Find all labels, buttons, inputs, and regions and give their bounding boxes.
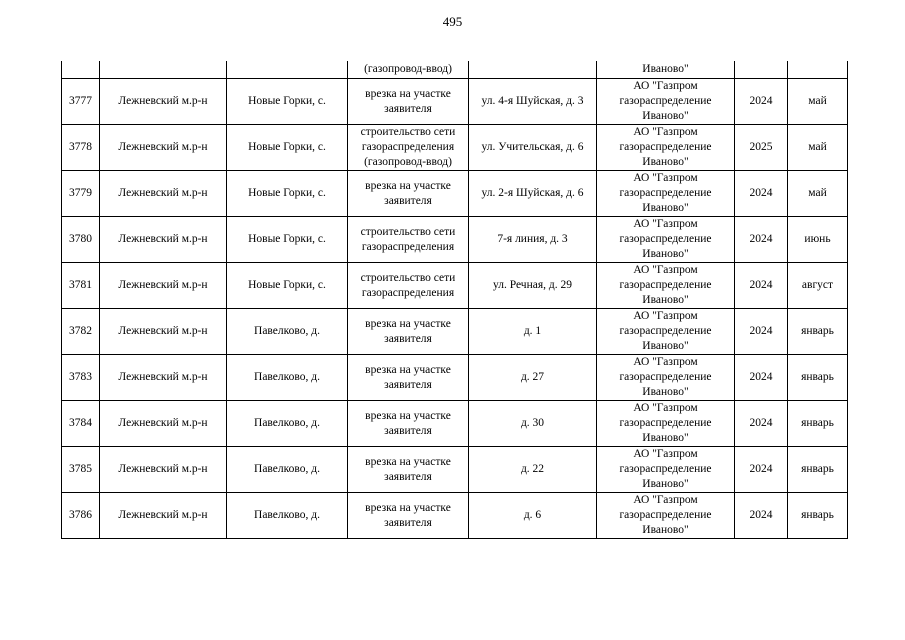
cell-month: май bbox=[788, 125, 848, 171]
cell-district: Лежневский м.р-н bbox=[100, 79, 227, 125]
cell-month: август bbox=[788, 263, 848, 309]
cell-year: 2024 bbox=[735, 217, 788, 263]
cell-num: 3783 bbox=[62, 355, 100, 401]
cell-work-type: врезка на участке заявителя bbox=[348, 309, 469, 355]
cell-work-type: врезка на участке заявителя bbox=[348, 79, 469, 125]
cell-district: Лежневский м.р-н bbox=[100, 355, 227, 401]
cell-settlement: Павелково, д. bbox=[227, 401, 348, 447]
cell-organization: Иваново" bbox=[597, 61, 735, 79]
page-number: 495 bbox=[442, 14, 463, 29]
cell-month: май bbox=[788, 171, 848, 217]
cell-month: январь bbox=[788, 447, 848, 493]
table-row bbox=[62, 493, 848, 539]
cell-settlement: Павелково, д. bbox=[227, 493, 348, 539]
cell-organization: АО "Газпром газораспределение Иваново" bbox=[597, 355, 735, 401]
cell-work-type: строительство сети газораспределения bbox=[348, 263, 469, 309]
cell-work-type: врезка на участке заявителя bbox=[348, 171, 469, 217]
cell-settlement: Павелково, д. bbox=[227, 355, 348, 401]
cell-address: д. 30 bbox=[469, 401, 597, 447]
cell-address: д. 6 bbox=[469, 493, 597, 539]
cell-organization: АО "Газпром газораспределение Иваново" bbox=[597, 309, 735, 355]
cell-work-type: врезка на участке заявителя bbox=[348, 355, 469, 401]
cell-organization: АО "Газпром газораспределение Иваново" bbox=[597, 401, 735, 447]
cell-month bbox=[788, 61, 848, 79]
cell-settlement: Новые Горки, с. bbox=[227, 125, 348, 171]
cell-num: 3786 bbox=[62, 493, 100, 539]
cell-address: ул. Речная, д. 29 bbox=[469, 263, 597, 309]
gasification-table bbox=[61, 61, 848, 539]
cell-address: д. 27 bbox=[469, 355, 597, 401]
cell-address: д. 22 bbox=[469, 447, 597, 493]
cell-address: ул. 2-я Шуйская, д. 6 bbox=[469, 171, 597, 217]
cell-num: 3777 bbox=[62, 79, 100, 125]
table-row bbox=[62, 79, 848, 125]
cell-work-type: строительство сети газораспределения (газопровод-ввод) bbox=[348, 125, 469, 171]
cell-organization: АО "Газпром газораспределение Иваново" bbox=[597, 493, 735, 539]
cell-year: 2024 bbox=[735, 447, 788, 493]
cell-settlement: Новые Горки, с. bbox=[227, 171, 348, 217]
cell-month: июнь bbox=[788, 217, 848, 263]
cell-district: Лежневский м.р-н bbox=[100, 263, 227, 309]
cell-num: 3781 bbox=[62, 263, 100, 309]
cell-work-type: врезка на участке заявителя bbox=[348, 447, 469, 493]
cell-address: ул. 4-я Шуйская, д. 3 bbox=[469, 79, 597, 125]
table-row bbox=[62, 447, 848, 493]
cell-num: 3779 bbox=[62, 171, 100, 217]
cell-organization: АО "Газпром газораспределение Иваново" bbox=[597, 217, 735, 263]
cell-settlement: Новые Горки, с. bbox=[227, 217, 348, 263]
cell-organization: АО "Газпром газораспределение Иваново" bbox=[597, 79, 735, 125]
cell-year: 2024 bbox=[735, 263, 788, 309]
cell-month: январь bbox=[788, 309, 848, 355]
table-row bbox=[62, 125, 848, 171]
cell-year: 2024 bbox=[735, 171, 788, 217]
cell-num: 3785 bbox=[62, 447, 100, 493]
cell-year: 2024 bbox=[735, 79, 788, 125]
cell-district: Лежневский м.р-н bbox=[100, 493, 227, 539]
table-row bbox=[62, 309, 848, 355]
cell-month: январь bbox=[788, 401, 848, 447]
cell-num: 3780 bbox=[62, 217, 100, 263]
cell-organization: АО "Газпром газораспределение Иваново" bbox=[597, 171, 735, 217]
cell-year: 2024 bbox=[735, 355, 788, 401]
cell-work-type: строительство сети газораспределения bbox=[348, 217, 469, 263]
cell-year: 2024 bbox=[735, 493, 788, 539]
cell-month: май bbox=[788, 79, 848, 125]
cell-work-type: врезка на участке заявителя bbox=[348, 493, 469, 539]
cell-district bbox=[100, 61, 227, 79]
cell-organization: АО "Газпром газораспределение Иваново" bbox=[597, 125, 735, 171]
cell-settlement: Новые Горки, с. bbox=[227, 79, 348, 125]
cell-month: январь bbox=[788, 355, 848, 401]
cell-month: январь bbox=[788, 493, 848, 539]
cell-num bbox=[62, 61, 100, 79]
cell-organization: АО "Газпром газораспределение Иваново" bbox=[597, 263, 735, 309]
cell-work-type: (газопровод-ввод) bbox=[348, 61, 469, 79]
cell-year: 2025 bbox=[735, 125, 788, 171]
cell-num: 3778 bbox=[62, 125, 100, 171]
table-row bbox=[62, 401, 848, 447]
table-row bbox=[62, 171, 848, 217]
cell-settlement: Новые Горки, с. bbox=[227, 263, 348, 309]
cell-settlement: Павелково, д. bbox=[227, 447, 348, 493]
table-row bbox=[62, 355, 848, 401]
cell-district: Лежневский м.р-н bbox=[100, 447, 227, 493]
cell-num: 3784 bbox=[62, 401, 100, 447]
cell-year: 2024 bbox=[735, 309, 788, 355]
cell-address: 7-я линия, д. 3 bbox=[469, 217, 597, 263]
cell-address: д. 1 bbox=[469, 309, 597, 355]
cell-settlement: Павелково, д. bbox=[227, 309, 348, 355]
cell-work-type: врезка на участке заявителя bbox=[348, 401, 469, 447]
cell-year: 2024 bbox=[735, 401, 788, 447]
table-row bbox=[62, 263, 848, 309]
cell-district: Лежневский м.р-н bbox=[100, 401, 227, 447]
cell-year bbox=[735, 61, 788, 79]
cell-organization: АО "Газпром газораспределение Иваново" bbox=[597, 447, 735, 493]
cell-num: 3782 bbox=[62, 309, 100, 355]
cell-district: Лежневский м.р-н bbox=[100, 125, 227, 171]
table-row bbox=[62, 217, 848, 263]
cell-district: Лежневский м.р-н bbox=[100, 309, 227, 355]
cell-district: Лежневский м.р-н bbox=[100, 217, 227, 263]
table-row-continuation bbox=[62, 61, 848, 79]
cell-address: ул. Учительская, д. 6 bbox=[469, 125, 597, 171]
cell-settlement bbox=[227, 61, 348, 79]
cell-address bbox=[469, 61, 597, 79]
cell-district: Лежневский м.р-н bbox=[100, 171, 227, 217]
